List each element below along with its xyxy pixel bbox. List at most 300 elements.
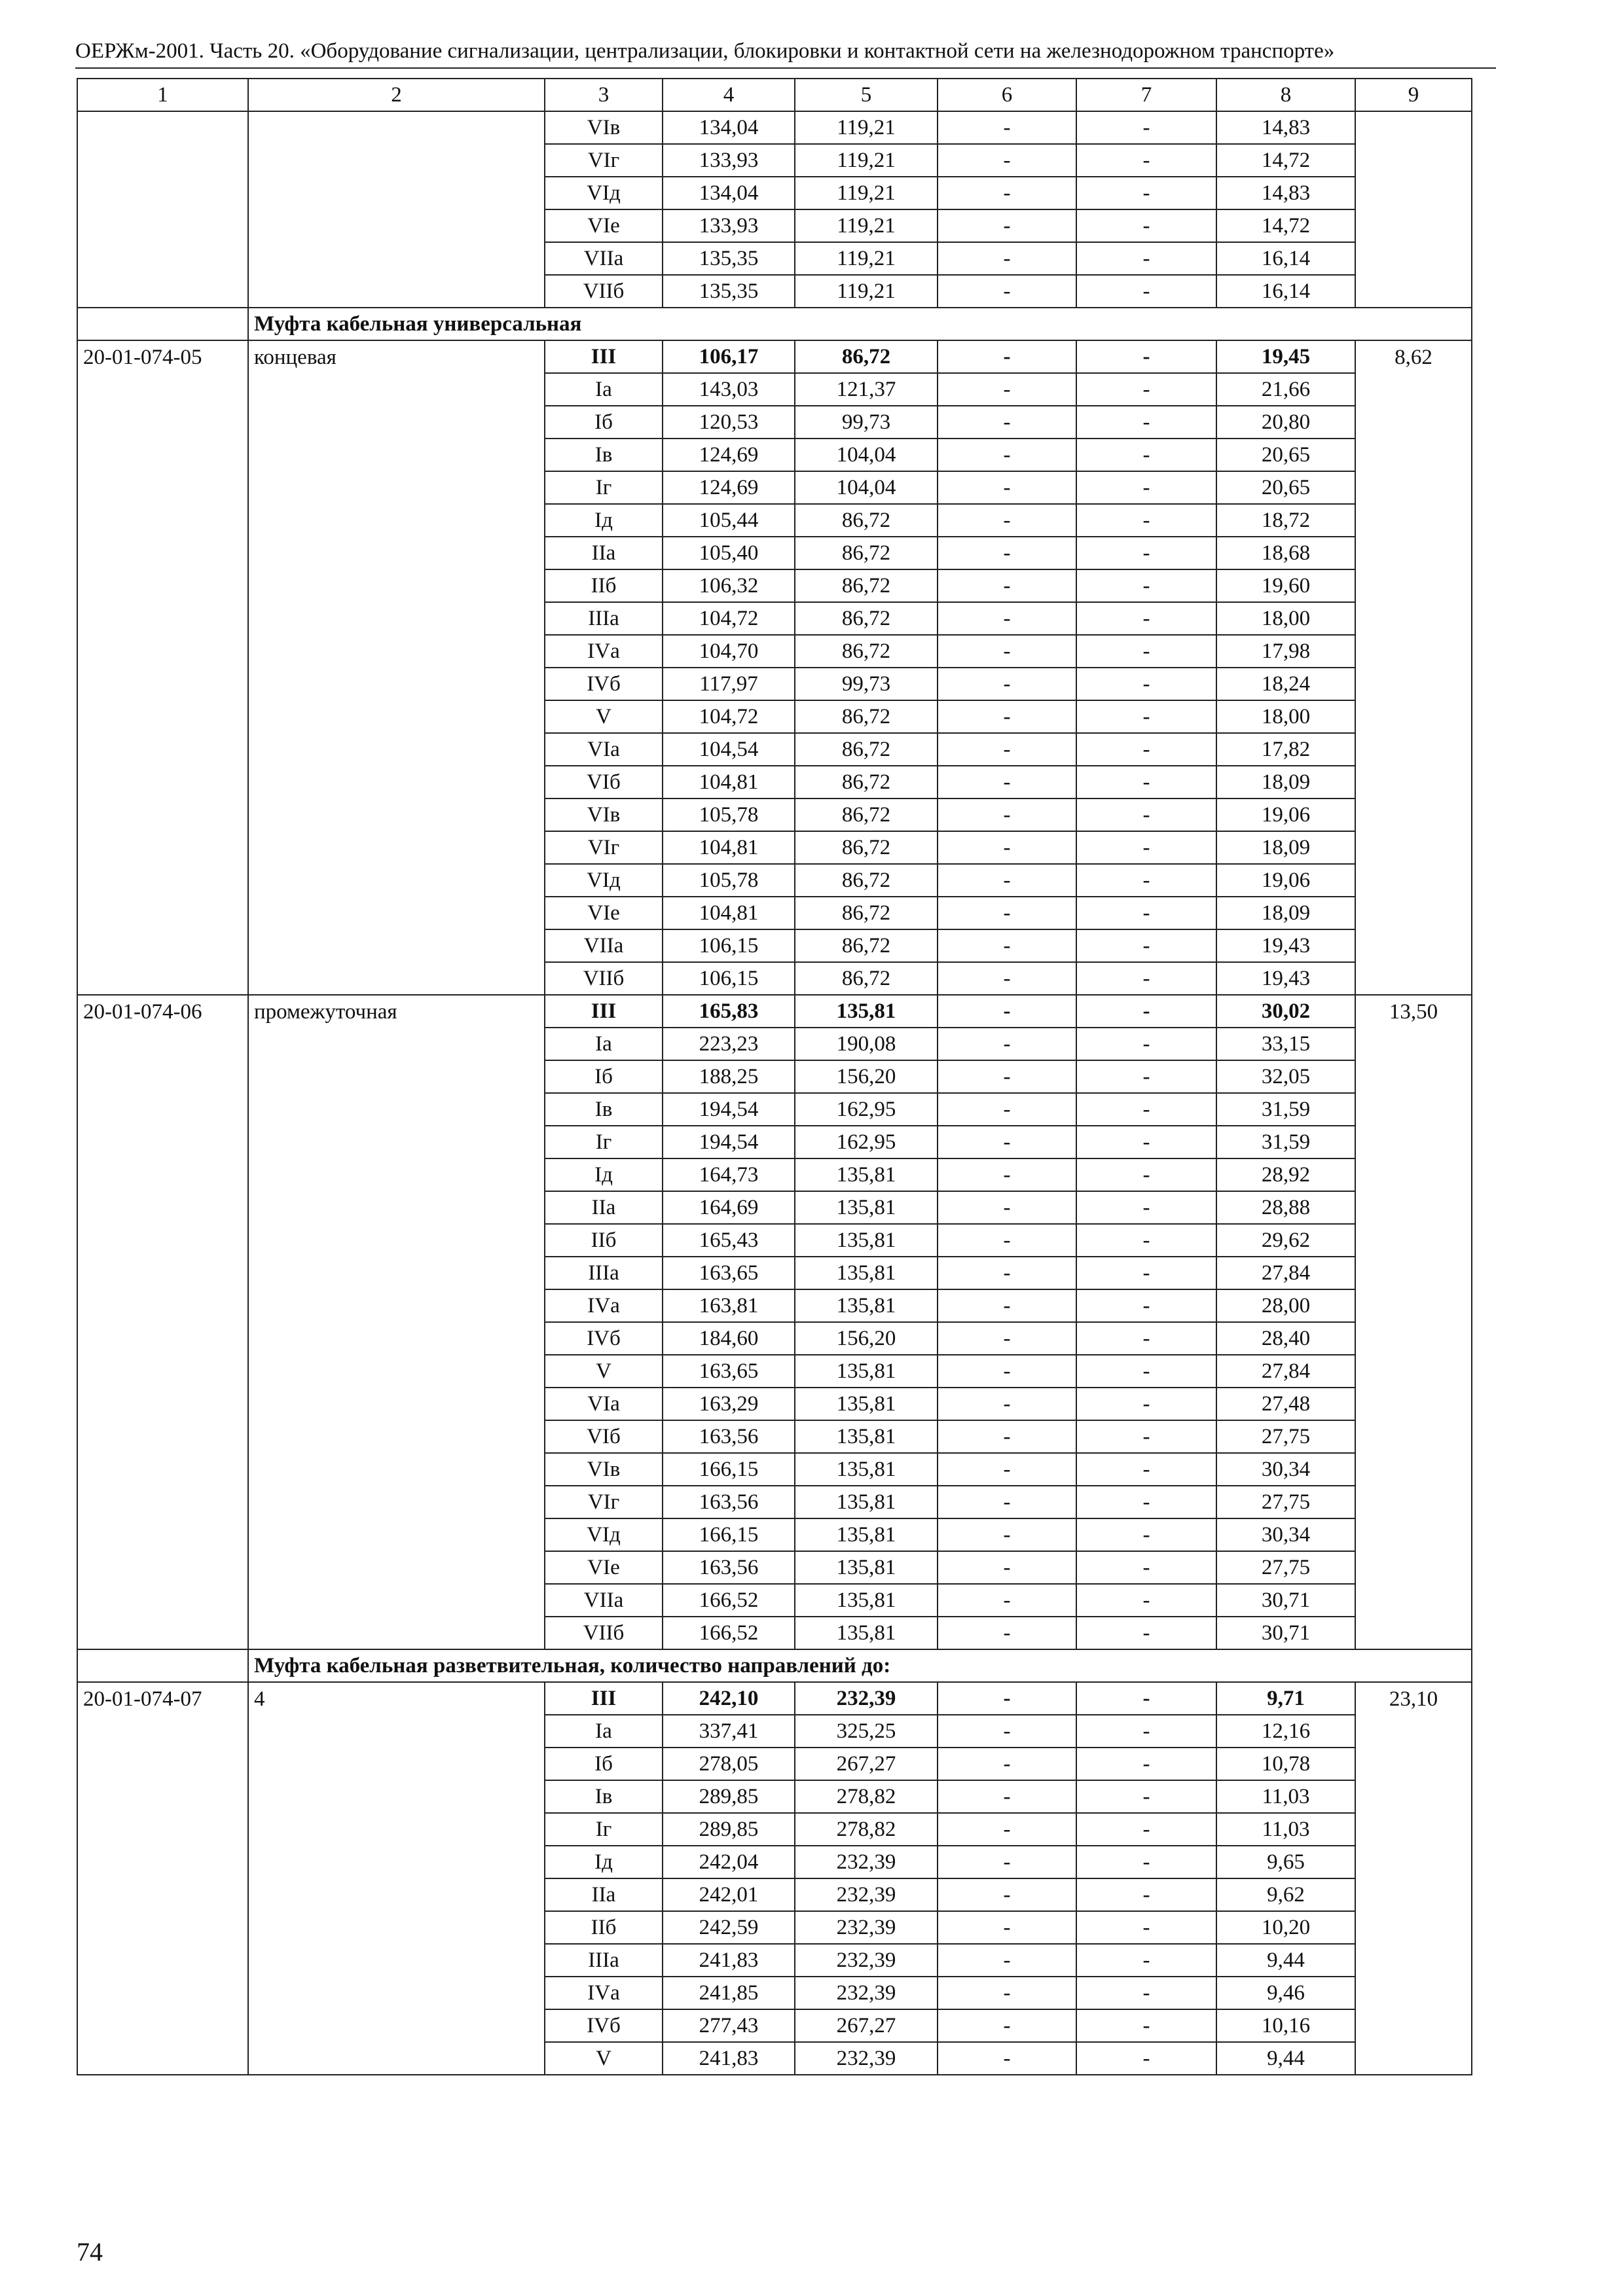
materials-cost-cell: 14,72 [1216, 144, 1355, 177]
materials-cost-cell: 19,45 [1216, 340, 1355, 373]
labor-cost-cell: 104,04 [795, 471, 938, 504]
materials-cost-cell: 17,98 [1216, 635, 1355, 668]
machine-cost-cell: - [938, 177, 1076, 209]
materials-cost-cell: 9,62 [1216, 1878, 1355, 1911]
machine-cost-cell: - [938, 766, 1076, 798]
materials-cost-cell: 19,06 [1216, 798, 1355, 831]
resource-class-cell: VIIб [545, 962, 663, 995]
total-cost-cell: 135,35 [663, 275, 795, 308]
materials-cost-cell: 21,66 [1216, 373, 1355, 406]
driver-cost-cell: - [1076, 1551, 1216, 1584]
driver-cost-cell: - [1076, 1911, 1216, 1944]
machine-cost-cell: - [938, 1289, 1076, 1322]
labor-cost-cell: 135,81 [795, 1289, 938, 1322]
section-title: Муфта кабельная разветвительная, количество направлений до: [248, 1649, 1472, 1682]
driver-cost-cell: - [1076, 209, 1216, 242]
section-spacer-cell [77, 308, 248, 340]
driver-cost-cell: - [1076, 1878, 1216, 1911]
labor-cost-cell: 135,81 [795, 1158, 938, 1191]
materials-cost-cell: 16,14 [1216, 275, 1355, 308]
driver-cost-cell: - [1076, 504, 1216, 537]
rates-table [77, 78, 1472, 2075]
machine-cost-cell: - [938, 1846, 1076, 1878]
total-cost-cell: 166,15 [663, 1453, 795, 1486]
resource-class-cell: VIг [545, 144, 663, 177]
driver-cost-cell: - [1076, 471, 1216, 504]
driver-cost-cell: - [1076, 1060, 1216, 1093]
machine-cost-cell: - [938, 569, 1076, 602]
total-cost-cell: 106,15 [663, 962, 795, 995]
total-cost-cell: 134,04 [663, 111, 795, 144]
labor-cost-cell: 119,21 [795, 144, 938, 177]
resource-class-cell: Iг [545, 471, 663, 504]
labor-cost-cell: 121,37 [795, 373, 938, 406]
machine-cost-cell: - [938, 1257, 1076, 1289]
driver-cost-cell: - [1076, 373, 1216, 406]
machine-cost-cell: - [938, 242, 1076, 275]
driver-cost-cell: - [1076, 537, 1216, 569]
total-cost-cell: 106,15 [663, 929, 795, 962]
total-cost-cell: 104,70 [663, 635, 795, 668]
labor-cost-cell: 135,81 [795, 1453, 938, 1486]
total-cost-cell: 289,85 [663, 1813, 795, 1846]
machine-cost-cell: - [938, 864, 1076, 897]
labor-cost-cell: 232,39 [795, 1682, 938, 1715]
labor-cost-cell: 232,39 [795, 1911, 938, 1944]
total-cost-cell: 165,43 [663, 1224, 795, 1257]
resource-class-cell: Iб [545, 1748, 663, 1780]
labor-cost-cell: 135,81 [795, 1551, 938, 1584]
driver-cost-cell: - [1076, 1584, 1216, 1617]
driver-cost-cell: - [1076, 1715, 1216, 1748]
labor-cost-cell: 99,73 [795, 668, 938, 700]
section-spacer-cell [77, 1649, 248, 1682]
machine-cost-cell: - [938, 2009, 1076, 2042]
machine-cost-cell: - [938, 1126, 1076, 1158]
labor-cost-cell: 135,81 [795, 1617, 938, 1649]
driver-cost-cell: - [1076, 1453, 1216, 1486]
driver-cost-cell: - [1076, 2042, 1216, 2075]
resource-class-cell: III [545, 995, 663, 1028]
labor-cost-cell: 86,72 [795, 340, 938, 373]
resource-class-cell: IIа [545, 537, 663, 569]
materials-cost-cell: 28,92 [1216, 1158, 1355, 1191]
resource-class-cell: VIIа [545, 929, 663, 962]
item-code-cell: 20-01-074-07 [77, 1682, 248, 2075]
machine-cost-cell: - [938, 1191, 1076, 1224]
resource-class-cell: IIб [545, 569, 663, 602]
document-header: ОЕРЖм-2001. Часть 20. «Оборудование сигнализации, централизации, блокировки и контактной сети на железнодорожном транспорте» [75, 39, 1335, 63]
total-cost-cell: 163,56 [663, 1551, 795, 1584]
total-cost-cell: 104,72 [663, 700, 795, 733]
labor-cost-cell: 99,73 [795, 406, 938, 439]
total-cost-cell: 124,69 [663, 471, 795, 504]
total-cost-cell: 241,83 [663, 2042, 795, 2075]
driver-cost-cell: - [1076, 1813, 1216, 1846]
resource-class-cell: IIб [545, 1224, 663, 1257]
materials-cost-cell: 30,71 [1216, 1584, 1355, 1617]
resource-class-cell: IIIа [545, 1944, 663, 1977]
machine-cost-cell: - [938, 209, 1076, 242]
materials-cost-cell: 11,03 [1216, 1780, 1355, 1813]
labor-cost-cell: 267,27 [795, 2009, 938, 2042]
labor-cost-cell: 135,81 [795, 1257, 938, 1289]
total-cost-cell: 277,43 [663, 2009, 795, 2042]
labor-cost-cell: 119,21 [795, 177, 938, 209]
materials-cost-cell: 20,80 [1216, 406, 1355, 439]
materials-cost-cell: 9,44 [1216, 2042, 1355, 2075]
total-cost-cell: 184,60 [663, 1322, 795, 1355]
materials-cost-cell: 30,34 [1216, 1518, 1355, 1551]
materials-cost-cell: 28,40 [1216, 1322, 1355, 1355]
total-cost-cell: 163,65 [663, 1355, 795, 1388]
resource-class-cell: VIг [545, 831, 663, 864]
machine-cost-cell: - [938, 733, 1076, 766]
driver-cost-cell: - [1076, 177, 1216, 209]
machine-cost-cell: - [938, 1911, 1076, 1944]
labor-cost-cell: 135,81 [795, 1191, 938, 1224]
resource-class-cell: VIб [545, 1420, 663, 1453]
driver-cost-cell: - [1076, 929, 1216, 962]
machine-cost-cell: - [938, 700, 1076, 733]
resource-class-cell: IVа [545, 635, 663, 668]
driver-cost-cell: - [1076, 733, 1216, 766]
machine-cost-cell: - [938, 1944, 1076, 1977]
resource-class-cell: Iа [545, 1028, 663, 1060]
driver-cost-cell: - [1076, 798, 1216, 831]
resource-class-cell: IVа [545, 1289, 663, 1322]
total-cost-cell: 194,54 [663, 1093, 795, 1126]
materials-cost-cell: 32,05 [1216, 1060, 1355, 1093]
driver-cost-cell: - [1076, 1388, 1216, 1420]
labor-cost-cell: 325,25 [795, 1715, 938, 1748]
machine-cost-cell: - [938, 798, 1076, 831]
section-row [77, 308, 1472, 340]
driver-cost-cell: - [1076, 1944, 1216, 1977]
machine-cost-cell: - [938, 1355, 1076, 1388]
resource-class-cell: IIб [545, 1911, 663, 1944]
machine-cost-cell: - [938, 111, 1076, 144]
resource-class-cell: Iд [545, 1846, 663, 1878]
machine-cost-cell: - [938, 1682, 1076, 1715]
section-title: Муфта кабельная универсальная [248, 308, 1472, 340]
total-cost-cell: 166,52 [663, 1617, 795, 1649]
machine-cost-cell: - [938, 831, 1076, 864]
machine-cost-cell: - [938, 471, 1076, 504]
materials-cost-cell: 14,83 [1216, 177, 1355, 209]
labor-cost-cell: 135,81 [795, 1355, 938, 1388]
item-name-cell [248, 111, 545, 308]
driver-cost-cell: - [1076, 1158, 1216, 1191]
driver-cost-cell: - [1076, 897, 1216, 929]
resource-class-cell: Iв [545, 1780, 663, 1813]
item-name-cell: промежуточная [248, 995, 545, 1649]
total-cost-cell: 117,97 [663, 668, 795, 700]
labor-cost-cell: 156,20 [795, 1322, 938, 1355]
materials-cost-cell: 20,65 [1216, 471, 1355, 504]
resource-class-cell: VIд [545, 177, 663, 209]
section-row [77, 1649, 1472, 1682]
machine-cost-cell: - [938, 929, 1076, 962]
materials-cost-cell: 27,84 [1216, 1355, 1355, 1388]
weight-cell: 8,62 [1355, 340, 1472, 995]
total-cost-cell: 104,81 [663, 766, 795, 798]
labor-cost-cell: 86,72 [795, 700, 938, 733]
resource-class-cell: Iг [545, 1126, 663, 1158]
resource-class-cell: VIа [545, 1388, 663, 1420]
materials-cost-cell: 18,24 [1216, 668, 1355, 700]
labor-cost-cell: 86,72 [795, 864, 938, 897]
labor-cost-cell: 162,95 [795, 1126, 938, 1158]
total-cost-cell: 278,05 [663, 1748, 795, 1780]
materials-cost-cell: 18,68 [1216, 537, 1355, 569]
total-cost-cell: 106,32 [663, 569, 795, 602]
machine-cost-cell: - [938, 439, 1076, 471]
item-code-cell [77, 111, 248, 308]
total-cost-cell: 242,10 [663, 1682, 795, 1715]
item-code-cell: 20-01-074-06 [77, 995, 248, 1649]
resource-class-cell: IVб [545, 1322, 663, 1355]
labor-cost-cell: 86,72 [795, 962, 938, 995]
resource-class-cell: VIв [545, 798, 663, 831]
resource-class-cell: IVа [545, 1977, 663, 2009]
total-cost-cell: 105,78 [663, 864, 795, 897]
materials-cost-cell: 28,00 [1216, 1289, 1355, 1322]
total-cost-cell: 289,85 [663, 1780, 795, 1813]
driver-cost-cell: - [1076, 1289, 1216, 1322]
driver-cost-cell: - [1076, 569, 1216, 602]
materials-cost-cell: 19,43 [1216, 929, 1355, 962]
labor-cost-cell: 135,81 [795, 1224, 938, 1257]
materials-cost-cell: 17,82 [1216, 733, 1355, 766]
machine-cost-cell: - [938, 275, 1076, 308]
resource-class-cell: VIа [545, 733, 663, 766]
resource-class-cell: VIе [545, 897, 663, 929]
materials-cost-cell: 18,09 [1216, 897, 1355, 929]
materials-cost-cell: 19,43 [1216, 962, 1355, 995]
resource-class-cell: VIв [545, 111, 663, 144]
resource-class-cell: Iа [545, 373, 663, 406]
materials-cost-cell: 18,09 [1216, 766, 1355, 798]
total-cost-cell: 194,54 [663, 1126, 795, 1158]
weight-cell [1355, 111, 1472, 308]
labor-cost-cell: 267,27 [795, 1748, 938, 1780]
driver-cost-cell: - [1076, 864, 1216, 897]
materials-cost-cell: 27,75 [1216, 1420, 1355, 1453]
driver-cost-cell: - [1076, 1028, 1216, 1060]
column-number-cell: 1 [77, 79, 248, 111]
driver-cost-cell: - [1076, 144, 1216, 177]
resource-class-cell: Iд [545, 1158, 663, 1191]
driver-cost-cell: - [1076, 995, 1216, 1028]
materials-cost-cell: 14,83 [1216, 111, 1355, 144]
resource-class-cell: V [545, 1355, 663, 1388]
machine-cost-cell: - [938, 1322, 1076, 1355]
total-cost-cell: 124,69 [663, 439, 795, 471]
column-number-cell: 6 [938, 79, 1076, 111]
table-body [77, 79, 1472, 2075]
total-cost-cell: 337,41 [663, 1715, 795, 1748]
column-number-cell: 8 [1216, 79, 1355, 111]
driver-cost-cell: - [1076, 1257, 1216, 1289]
materials-cost-cell: 14,72 [1216, 209, 1355, 242]
total-cost-cell: 163,81 [663, 1289, 795, 1322]
driver-cost-cell: - [1076, 700, 1216, 733]
labor-cost-cell: 135,81 [795, 1584, 938, 1617]
total-cost-cell: 104,81 [663, 897, 795, 929]
resource-class-cell: VIд [545, 1518, 663, 1551]
total-cost-cell: 242,01 [663, 1878, 795, 1911]
driver-cost-cell: - [1076, 766, 1216, 798]
machine-cost-cell: - [938, 1060, 1076, 1093]
machine-cost-cell: - [938, 635, 1076, 668]
materials-cost-cell: 29,62 [1216, 1224, 1355, 1257]
resource-class-cell: VIв [545, 1453, 663, 1486]
machine-cost-cell: - [938, 1028, 1076, 1060]
driver-cost-cell: - [1076, 340, 1216, 373]
machine-cost-cell: - [938, 1093, 1076, 1126]
column-number-cell: 4 [663, 79, 795, 111]
machine-cost-cell: - [938, 1584, 1076, 1617]
labor-cost-cell: 135,81 [795, 1388, 938, 1420]
driver-cost-cell: - [1076, 602, 1216, 635]
driver-cost-cell: - [1076, 1486, 1216, 1518]
total-cost-cell: 223,23 [663, 1028, 795, 1060]
total-cost-cell: 188,25 [663, 1060, 795, 1093]
total-cost-cell: 166,15 [663, 1518, 795, 1551]
total-cost-cell: 104,72 [663, 602, 795, 635]
labor-cost-cell: 135,81 [795, 1486, 938, 1518]
driver-cost-cell: - [1076, 1846, 1216, 1878]
labor-cost-cell: 135,81 [795, 1518, 938, 1551]
resource-class-cell: IVб [545, 2009, 663, 2042]
materials-cost-cell: 10,16 [1216, 2009, 1355, 2042]
machine-cost-cell: - [938, 995, 1076, 1028]
machine-cost-cell: - [938, 1780, 1076, 1813]
driver-cost-cell: - [1076, 1093, 1216, 1126]
machine-cost-cell: - [938, 1878, 1076, 1911]
materials-cost-cell: 30,02 [1216, 995, 1355, 1028]
machine-cost-cell: - [938, 1453, 1076, 1486]
resource-class-cell: V [545, 700, 663, 733]
materials-cost-cell: 19,06 [1216, 864, 1355, 897]
machine-cost-cell: - [938, 897, 1076, 929]
resource-class-cell: VIе [545, 1551, 663, 1584]
machine-cost-cell: - [938, 537, 1076, 569]
total-cost-cell: 163,56 [663, 1486, 795, 1518]
materials-cost-cell: 27,48 [1216, 1388, 1355, 1420]
total-cost-cell: 241,85 [663, 1977, 795, 2009]
total-cost-cell: 135,35 [663, 242, 795, 275]
labor-cost-cell: 86,72 [795, 831, 938, 864]
total-cost-cell: 105,78 [663, 798, 795, 831]
driver-cost-cell: - [1076, 242, 1216, 275]
total-cost-cell: 104,54 [663, 733, 795, 766]
machine-cost-cell: - [938, 1977, 1076, 2009]
labor-cost-cell: 135,81 [795, 1420, 938, 1453]
driver-cost-cell: - [1076, 1224, 1216, 1257]
page-number: 74 [77, 2237, 103, 2267]
total-cost-cell: 106,17 [663, 340, 795, 373]
driver-cost-cell: - [1076, 1977, 1216, 2009]
labor-cost-cell: 232,39 [795, 2042, 938, 2075]
resource-class-cell: VIд [545, 864, 663, 897]
total-cost-cell: 165,83 [663, 995, 795, 1028]
header-rule [75, 67, 1496, 69]
machine-cost-cell: - [938, 1617, 1076, 1649]
materials-cost-cell: 27,75 [1216, 1551, 1355, 1584]
driver-cost-cell: - [1076, 1780, 1216, 1813]
materials-cost-cell: 12,16 [1216, 1715, 1355, 1748]
materials-cost-cell: 10,78 [1216, 1748, 1355, 1780]
labor-cost-cell: 119,21 [795, 275, 938, 308]
labor-cost-cell: 86,72 [795, 635, 938, 668]
item-name-cell: концевая [248, 340, 545, 995]
total-cost-cell: 143,03 [663, 373, 795, 406]
item-code-cell: 20-01-074-05 [77, 340, 248, 995]
resource-class-cell: Iд [545, 504, 663, 537]
labor-cost-cell: 135,81 [795, 995, 938, 1028]
materials-cost-cell: 27,75 [1216, 1486, 1355, 1518]
materials-cost-cell: 9,46 [1216, 1977, 1355, 2009]
materials-cost-cell: 27,84 [1216, 1257, 1355, 1289]
machine-cost-cell: - [938, 144, 1076, 177]
labor-cost-cell: 119,21 [795, 209, 938, 242]
driver-cost-cell: - [1076, 1322, 1216, 1355]
driver-cost-cell: - [1076, 439, 1216, 471]
labor-cost-cell: 156,20 [795, 1060, 938, 1093]
machine-cost-cell: - [938, 340, 1076, 373]
total-cost-cell: 133,93 [663, 144, 795, 177]
machine-cost-cell: - [938, 668, 1076, 700]
driver-cost-cell: - [1076, 635, 1216, 668]
materials-cost-cell: 9,44 [1216, 1944, 1355, 1977]
machine-cost-cell: - [938, 1388, 1076, 1420]
materials-cost-cell: 11,03 [1216, 1813, 1355, 1846]
resource-class-cell: III [545, 1682, 663, 1715]
machine-cost-cell: - [938, 406, 1076, 439]
resource-class-cell: Iа [545, 1715, 663, 1748]
driver-cost-cell: - [1076, 831, 1216, 864]
labor-cost-cell: 86,72 [795, 897, 938, 929]
weight-cell: 23,10 [1355, 1682, 1472, 2075]
labor-cost-cell: 232,39 [795, 1878, 938, 1911]
labor-cost-cell: 86,72 [795, 733, 938, 766]
labor-cost-cell: 119,21 [795, 242, 938, 275]
labor-cost-cell: 232,39 [795, 1944, 938, 1977]
resource-class-cell: IIа [545, 1878, 663, 1911]
labor-cost-cell: 86,72 [795, 929, 938, 962]
machine-cost-cell: - [938, 1748, 1076, 1780]
machine-cost-cell: - [938, 962, 1076, 995]
table-row [77, 1682, 1472, 1715]
driver-cost-cell: - [1076, 1126, 1216, 1158]
labor-cost-cell: 86,72 [795, 569, 938, 602]
labor-cost-cell: 278,82 [795, 1813, 938, 1846]
materials-cost-cell: 9,71 [1216, 1682, 1355, 1715]
total-cost-cell: 241,83 [663, 1944, 795, 1977]
machine-cost-cell: - [938, 1551, 1076, 1584]
labor-cost-cell: 104,04 [795, 439, 938, 471]
resource-class-cell: VIе [545, 209, 663, 242]
total-cost-cell: 164,69 [663, 1191, 795, 1224]
machine-cost-cell: - [938, 1420, 1076, 1453]
labor-cost-cell: 119,21 [795, 111, 938, 144]
machine-cost-cell: - [938, 1715, 1076, 1748]
materials-cost-cell: 30,71 [1216, 1617, 1355, 1649]
resource-class-cell: V [545, 2042, 663, 2075]
labor-cost-cell: 232,39 [795, 1977, 938, 2009]
